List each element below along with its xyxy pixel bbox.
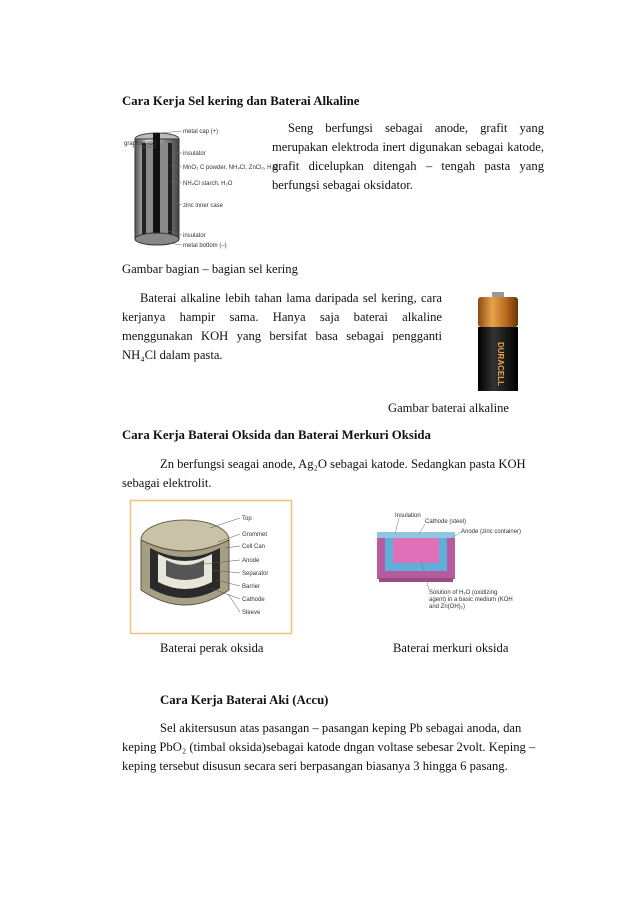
silver-oxide-label: Sleeve <box>242 610 261 616</box>
section-heading-dry-cell: Cara Kerja Sel kering dan Baterai Alkaline <box>122 94 360 108</box>
accu-paragraph-line1: Sel akitersusun atas pasangan – pasangan keping Pb sebagai anoda, dan <box>160 721 522 735</box>
silver-oxide-label: Top <box>242 516 252 522</box>
dry-cell-label: graphite rod <box>124 141 157 147</box>
dry-cell-caption: Gambar bagian – bagian sel kering <box>122 262 298 276</box>
mercury-oxide-label: Solution of H₂O (oxidizing <box>429 590 498 596</box>
dry-cell-diagram <box>122 125 279 255</box>
section-heading-accu: Cara Kerja Baterai Aki (Accu) <box>160 693 329 707</box>
dry-cell-label: MnO₂ C powder, NH₄Cl, ZnCl₂, H₂O <box>183 165 279 171</box>
mercury-oxide-label: Anode (zinc container) <box>461 529 522 535</box>
dry-cell-label: zinc inner case <box>183 203 224 209</box>
mercury-oxide-label: Cathode (steel) <box>425 519 467 525</box>
silver-oxide-label: Anode <box>242 558 260 564</box>
accu-paragraph-line3: keping tersebut disusun secara seri berpasangan biasanya 3 hingga 6 pasang. <box>122 759 508 773</box>
silver-oxide-label: Barrier <box>242 584 261 590</box>
dry-cell-label: metal bottom (–) <box>183 243 227 249</box>
alkaline-paragraph: Baterai alkaline lebih tahan lama daripada sel kering, cara kerjanya hampir sama. Hanya saja baterai alkaline menggunakan KOH yang bersifat basa sebagai pengganti NH₄Cl dalam pasta. <box>122 291 442 362</box>
silver-oxide-label: Cell Can <box>242 544 266 550</box>
section-heading-oxide: Cara Kerja Baterai Oksida dan Baterai Merkuri Oksida <box>122 428 431 442</box>
silver-oxide-label: Grommet <box>242 532 268 538</box>
alkaline-battery-image <box>470 292 526 394</box>
mercury-oxide-battery-diagram <box>365 512 545 610</box>
mercury-oxide-label: Insulation <box>395 513 421 519</box>
alkaline-caption: Gambar baterai alkaline <box>388 401 509 415</box>
silver-oxide-label: Separator <box>242 571 269 577</box>
dry-cell-label: insulator <box>183 151 206 157</box>
dry-cell-paragraph: Seng berfungsi sebagai anode, grafit yang merupakan elektroda inert digunakan sebagai katode, grafit dicelupkan ditengah – tengah pasta yang berfungsi sebagai oksidator. <box>272 121 544 192</box>
accu-paragraph-line2: keping PbO₂ (timbal oksida)sebagai katode dngan voltase sebesar 2volt. Keping – <box>122 740 536 754</box>
silver-oxide-label: Cathode <box>242 597 265 603</box>
mercury-oxide-label: and Zn(OH)₂) <box>429 604 466 610</box>
silver-oxide-battery-image <box>130 500 292 634</box>
mercury-oxide-label: agent) in a basic medium (KOH <box>429 597 513 603</box>
dry-cell-label: metal cap (+) <box>183 129 219 135</box>
silver-oxide-caption: Baterai perak oksida <box>160 641 264 655</box>
oxide-paragraph-line2: sebagai elektrolit. <box>122 476 212 490</box>
mercury-oxide-caption: Baterai merkuri oksida <box>393 641 509 655</box>
dry-cell-label: insulator <box>183 233 206 239</box>
battery-brand: DURACELL <box>496 342 505 386</box>
dry-cell-label: NH₄Cl starch, H₂O <box>183 181 233 187</box>
oxide-paragraph-line1: Zn berfungsi seagai anode, Ag₂O sebagai katode. Sedangkan pasta KOH <box>160 457 526 471</box>
